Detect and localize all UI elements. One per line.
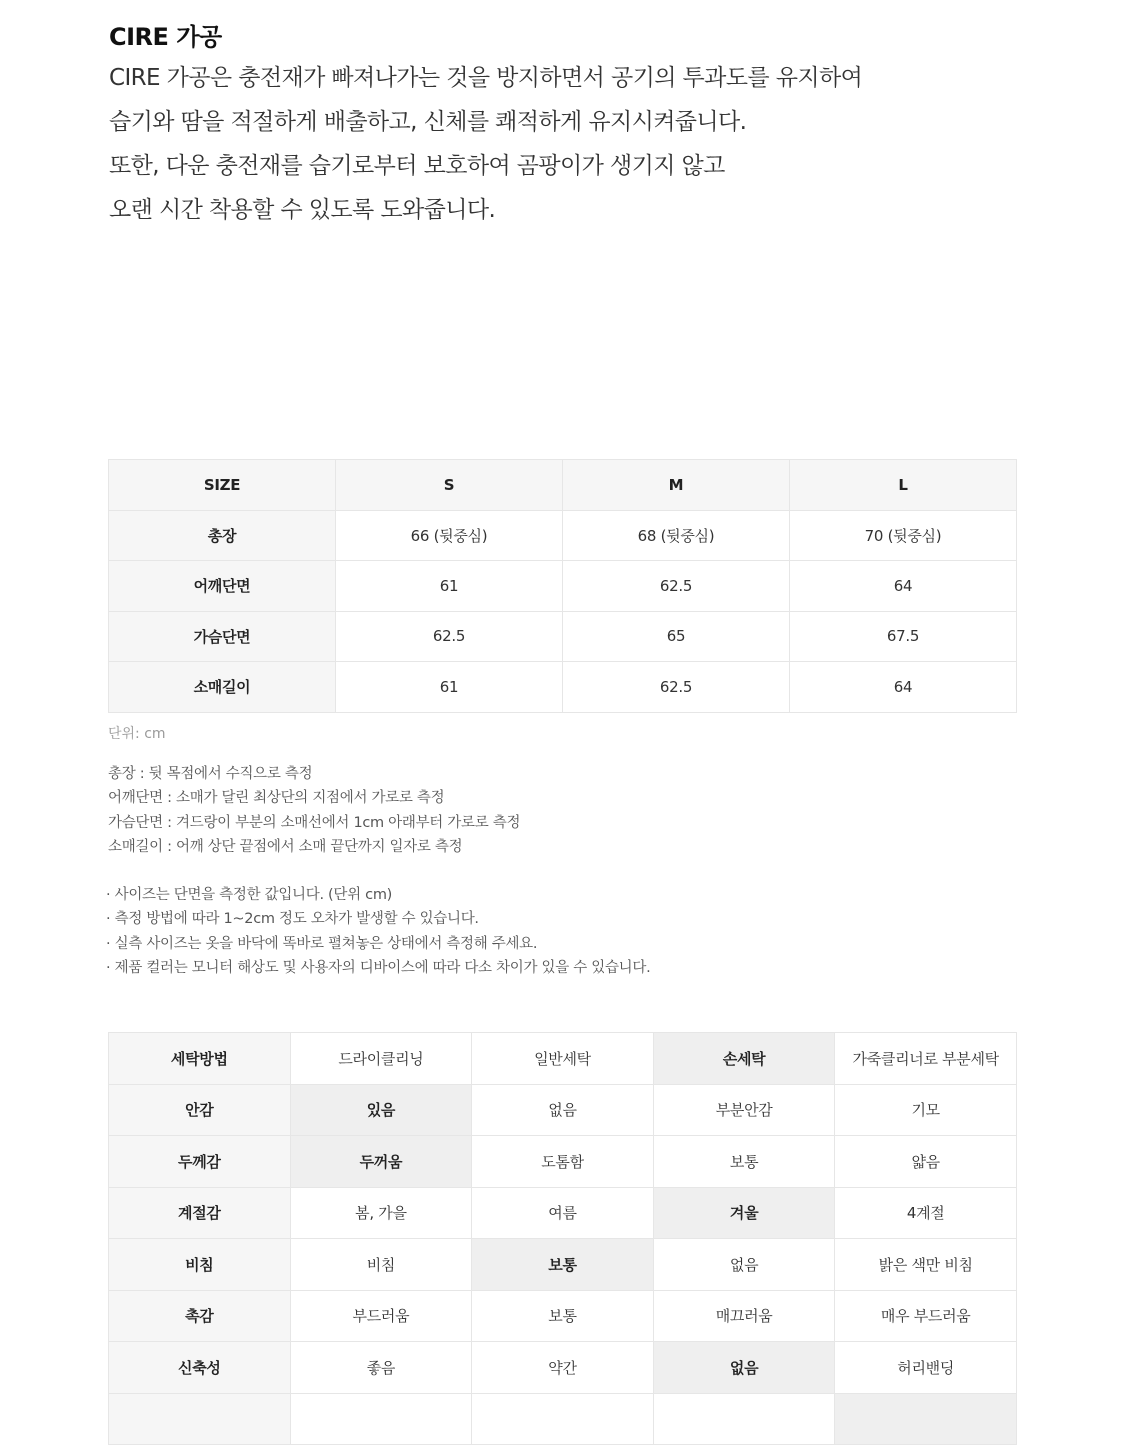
- table-cell: 65: [563, 611, 790, 662]
- option-cell: 좋음: [290, 1342, 472, 1394]
- size-table-header: [109, 460, 1017, 511]
- table-cell: 67.5: [790, 611, 1017, 662]
- table-row: [109, 561, 1017, 612]
- row-label: 계절감: [109, 1187, 291, 1239]
- table-row: [109, 1290, 1017, 1342]
- row-label: 신축성: [109, 1342, 291, 1394]
- table-row: [109, 1084, 1017, 1136]
- table-cell: 64: [790, 662, 1017, 713]
- option-cell: 여름: [472, 1187, 654, 1239]
- selected-option-cell: 두꺼움: [290, 1136, 472, 1188]
- bullet-line: · 실측 사이즈는 옷을 바닥에 똑바로 펼쳐놓은 상태에서 측정해 주세요.: [106, 935, 538, 952]
- row-label: 세탁방법: [109, 1033, 291, 1085]
- size-table: [108, 459, 1017, 713]
- table-row: [109, 1136, 1017, 1188]
- table-row: [109, 1342, 1017, 1394]
- row-label: 두께감: [109, 1136, 291, 1188]
- table-cell: 66 (뒷중심): [336, 510, 563, 561]
- row-label: 비침: [109, 1239, 291, 1291]
- table-cell: 61: [336, 561, 563, 612]
- selected-option-cell: 있음: [290, 1084, 472, 1136]
- cire-section: [109, 18, 1009, 232]
- option-cell: 밝은 색만 비침: [835, 1239, 1017, 1291]
- table-cell: 68 (뒷중심): [563, 510, 790, 561]
- table-row: [109, 662, 1017, 713]
- option-cell: 봄, 가을: [290, 1187, 472, 1239]
- intro-line: 오랜 시간 착용할 수 있도록 도와줍니다.: [109, 197, 496, 223]
- option-cell: 가죽클리너로 부분세탁: [835, 1033, 1017, 1085]
- table-cell: 64: [790, 561, 1017, 612]
- table-cell: 70 (뒷중심): [790, 510, 1017, 561]
- table-cell: 62.5: [563, 561, 790, 612]
- header-cell: L: [790, 460, 1017, 511]
- option-cell: 기모: [835, 1084, 1017, 1136]
- row-label: 소매길이: [109, 662, 336, 713]
- row-label: 총장: [109, 510, 336, 561]
- table-row: [109, 611, 1017, 662]
- intro-line: 또한, 다운 충전재를 습기로부터 보호하여 곰팡이가 생기지 않고: [109, 153, 725, 179]
- bullet-line: · 측정 방법에 따라 1~2cm 정도 오차가 발생할 수 있습니다.: [106, 911, 479, 928]
- table-cell: 62.5: [336, 611, 563, 662]
- bullet-line: · 사이즈는 단면을 측정한 값입니다. (단위 cm): [106, 887, 392, 903]
- option-cell: 없음: [472, 1084, 654, 1136]
- option-cell: 부드러움: [290, 1290, 472, 1342]
- row-label: 촉감: [109, 1290, 291, 1342]
- option-cell: 드라이클리닝: [290, 1033, 472, 1085]
- table-row: [109, 1239, 1017, 1291]
- selected-option-cell: 손세탁: [653, 1033, 835, 1085]
- header-cell: S: [336, 460, 563, 511]
- section-title: CIRE 가공: [109, 23, 222, 51]
- intro-line: 습기와 땀을 적절하게 배출하고, 신체를 쾌적하게 유지시켜줍니다.: [109, 109, 747, 135]
- note-line: 어깨단면 : 소매가 달린 최상단의 지점에서 가로로 측정: [108, 790, 445, 807]
- row-label: 어깨단면: [109, 561, 336, 612]
- option-cell: 도톰함: [472, 1136, 654, 1188]
- intro-line: CIRE 가공은 충전재가 빠져나가는 것을 방지하면서 공기의 투과도를 유지하여: [109, 65, 863, 91]
- selected-option-cell: 보통: [472, 1239, 654, 1291]
- option-cell: 약간: [472, 1342, 654, 1394]
- option-cell: 비침: [290, 1239, 472, 1291]
- selected-option-cell: [835, 1393, 1017, 1445]
- table-cell: 62.5: [563, 662, 790, 713]
- fabric-care-table: [108, 1032, 1017, 1445]
- table-row: [109, 510, 1017, 561]
- option-cell: 매우 부드러움: [835, 1290, 1017, 1342]
- selected-option-cell: 없음: [653, 1342, 835, 1394]
- unit-label: 단위: cm: [108, 726, 166, 742]
- option-cell: [472, 1393, 654, 1445]
- table-row: [109, 1393, 1017, 1445]
- selected-option-cell: 겨울: [653, 1187, 835, 1239]
- bullet-line: · 제품 컬러는 모니터 해상도 및 사용자의 디바이스에 따라 다소 차이가 있을 수 있습니다.: [106, 959, 651, 976]
- note-line: 총장 : 뒷 목점에서 수직으로 측정: [108, 766, 313, 782]
- header-cell: M: [563, 460, 790, 511]
- size-disclaimer: [106, 883, 650, 980]
- option-cell: 부분안감: [653, 1084, 835, 1136]
- option-cell: 일반세탁: [472, 1033, 654, 1085]
- note-line: 가슴단면 : 겨드랑이 부분의 소매선에서 1cm 아래부터 가로로 측정: [108, 814, 521, 831]
- option-cell: [290, 1393, 472, 1445]
- note-line: 소매길이 : 어깨 상단 끝점에서 소매 끝단까지 일자로 측정: [108, 838, 463, 855]
- row-label: 안감: [109, 1084, 291, 1136]
- option-cell: 허리밴딩: [835, 1342, 1017, 1394]
- row-label: [109, 1393, 291, 1445]
- option-cell: 매끄러움: [653, 1290, 835, 1342]
- option-cell: [653, 1393, 835, 1445]
- row-label: 가슴단면: [109, 611, 336, 662]
- option-cell: 4계절: [835, 1187, 1017, 1239]
- option-cell: 없음: [653, 1239, 835, 1291]
- header-cell: SIZE: [109, 460, 336, 511]
- option-cell: 얇음: [835, 1136, 1017, 1188]
- option-cell: 보통: [653, 1136, 835, 1188]
- table-row: [109, 1033, 1017, 1085]
- table-cell: 61: [336, 662, 563, 713]
- table-row: [109, 1187, 1017, 1239]
- measurement-notes: [108, 762, 520, 859]
- option-cell: 보통: [472, 1290, 654, 1342]
